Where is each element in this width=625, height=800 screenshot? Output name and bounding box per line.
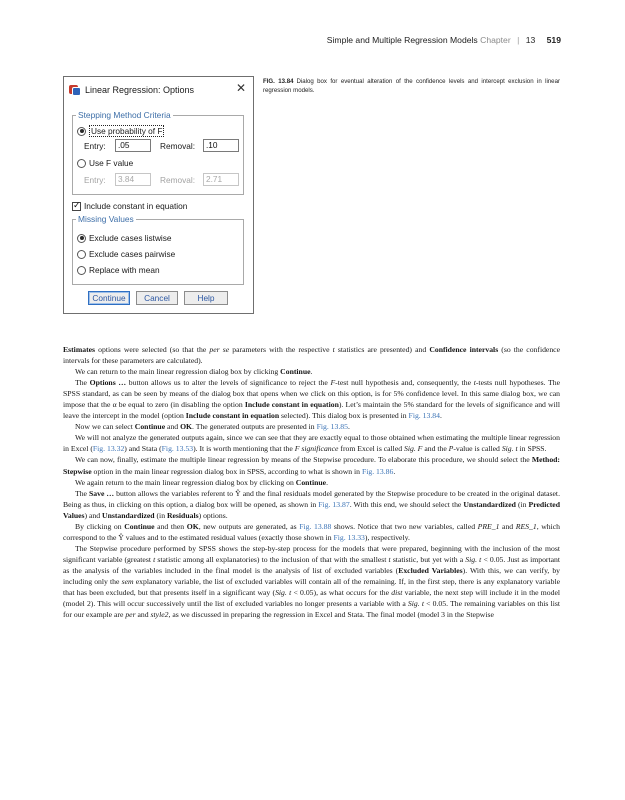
paragraph: The Stepwise procedure performed by SPSS shows the step-by-step process for the models that were prepared, beginning with the inclusion of the most significant variable (greatest t statistic among all explanatories) to the inclusion of that with the smallest t statistic, but yet with a Sig. t < 0.05. Just as important as the analysis of the variables included in the final model is the analysis of list of excluded variables (Excluded Variables). With this, we can verify, by including only the sem explanatory variable, the list of excluded variables will contain all of the remaining. If, in the first step, there is any explanatory variable that has been excluded, but that presents itself in a significant way (Sig. t < 0.05), as what occurs for the dist variable, the next step will include it in the model (model 2). This will occur successively until the list of excluded variables no longer presents a variable with a Sig. t < 0.05. The remaining variables on this list for our example are per and style2, as we discussed in preparing the regression in Excel and Stata. The final model (model 3 in the Stepwise [63,543,561,620]
f-entry-field[interactable]: 3.84 [115,173,151,186]
dialog-title: Linear Regression: Options [85,85,195,95]
f-entry-row [84,175,106,185]
radio-selected-icon [77,127,86,136]
include-constant-checkbox[interactable] [72,201,187,211]
body-text [63,344,560,620]
figure-caption-text: Dialog box for eventual alteration of the confidence levels and intercept exclusion in linear regression models. [263,78,560,94]
paragraph: The Options … button allows us to alter the levels of significance to reject the F-test null hypothesis and, consequently, the t-tests null hypotheses. The SPSS standard, as can be seen by means of the dialog box that opens when we click on this option, is for 5% confidence level. In this same dialog box, we can impose that the α be equal to zero (in disabling the option Include constant in equation). Let’s maintain the 5% standard for the levels of significance and will leave the intercept in the model (option Include constant in equation selected). This dialog box is presented in Fig. 13.84. [63,378,561,421]
f-entry-label: Entry: [84,175,106,185]
separator: | [517,35,520,45]
removal-row [160,141,195,151]
exclude-pairwise-radio[interactable] [77,249,175,259]
checkbox-checked-icon [72,202,81,211]
f-removal-field[interactable]: 2.71 [203,173,239,186]
running-title: Simple and Multiple Regression Models [326,35,478,45]
paragraph: We will not analyze the generated outputs again, since we can see that they are exactly equal to those obtained when estimating the multiple linear regression in Excel (Fig. 13.32) and Stata (Fig. 13.53). It is worth mentioning that the F significance from Excel is called Sig. F and the P-value is called Sig. t in SPSS. [63,433,560,454]
page-number: 519 [546,35,561,45]
figure-caption [263,78,560,95]
figure-link[interactable]: Fig. 13.33 [333,532,365,542]
spss-app-icon [69,84,81,96]
exclude-pairwise-label: Exclude cases pairwise [89,249,176,259]
radio-unselected-icon [77,250,86,259]
figure-label: FIG. 13.84 [263,78,294,85]
entry-field[interactable]: .05 [115,139,151,152]
chapter-label: Chapter [480,35,511,45]
use-probability-radio[interactable] [77,125,164,137]
figure-link[interactable]: Fig. 13.84 [408,411,440,421]
replace-mean-radio[interactable] [77,265,160,275]
entry-label: Entry: [84,141,106,151]
replace-mean-label: Replace with mean [89,265,160,275]
chapter-number: 13 [525,35,536,45]
figure-link[interactable]: Fig. 13.53 [161,444,194,454]
paragraph: The Save … button allows the variables referent to Ŷ and the final residuals model generated by the Stepwise procedure to be created in the original dataset. Being as thus, in clicking on this option, a dialog box will be opened, as shown in Fig. 13.87. With this end, we should select the Unstandardized (in Predicted Values) and Unstandardized (in Residuals) options. [63,488,560,520]
removal-label: Removal: [160,141,196,151]
dialog-title-bar [69,83,194,97]
running-head [327,35,561,45]
continue-button[interactable]: Continue [88,291,130,305]
paragraph: Now we can select Continue and OK. The generated outputs are presented in Fig. 13.85. [75,422,350,432]
paragraph: Estimates options were selected (so that the per se parameters with the respective t statistics are presented) and Confidence intervals (so the confidence intervals for these parameters are calculated). [63,345,561,366]
cancel-button[interactable]: Cancel [136,291,178,305]
use-f-value-radio[interactable] [77,158,133,168]
f-removal-row [160,175,195,185]
use-f-value-label: Use F value [89,158,134,168]
radio-unselected-icon [77,266,86,275]
stepping-method-legend: Stepping Method Criteria [78,110,171,120]
exclude-listwise-label: Exclude cases listwise [89,233,172,243]
removal-field[interactable]: .10 [203,139,239,152]
exclude-listwise-radio[interactable] [77,233,172,243]
figure-link[interactable]: Fig. 13.85 [316,422,348,432]
entry-row [84,141,106,151]
paragraph: We again return to the main linear regression dialog box by clicking on Continue. [75,477,329,487]
radio-unselected-icon [77,159,86,168]
radio-selected-icon [77,234,86,243]
figure-link[interactable]: Fig. 13.86 [361,466,394,476]
f-removal-label: Removal: [160,175,196,185]
close-icon[interactable]: ✕ [235,81,247,95]
paragraph: We can now, finally, estimate the multiple linear regression by means of the Stepwise procedure. To elaborate this procedure, we should select the Method: Stepwise option in the main linear regression dialog box in SPSS, according to what is shown in Fig. 13.86. [63,455,560,476]
figure-link[interactable]: Fig. 13.32 [92,444,125,454]
help-button[interactable]: Help [184,291,228,305]
paragraph: By clicking on Continue and then OK, new outputs are generated, as Fig. 13.88 shows. Notice that two new variables, called PRE_1 and RES_1, which correspond to the Ŷ values and to the estimated residual values (exactly those shown in Fig. 13.33), respectively. [63,521,560,542]
paragraph: We can return to the main linear regression dialog box by clicking Continue. [75,367,313,377]
linear-regression-options-dialog [63,76,254,314]
include-constant-label: Include constant in equation [84,201,188,211]
use-probability-label: Use probability of F [91,126,163,136]
figure-link[interactable]: Fig. 13.88 [299,521,332,531]
missing-values-legend: Missing Values [78,214,134,224]
figure-link[interactable]: Fig. 13.87 [318,499,350,509]
